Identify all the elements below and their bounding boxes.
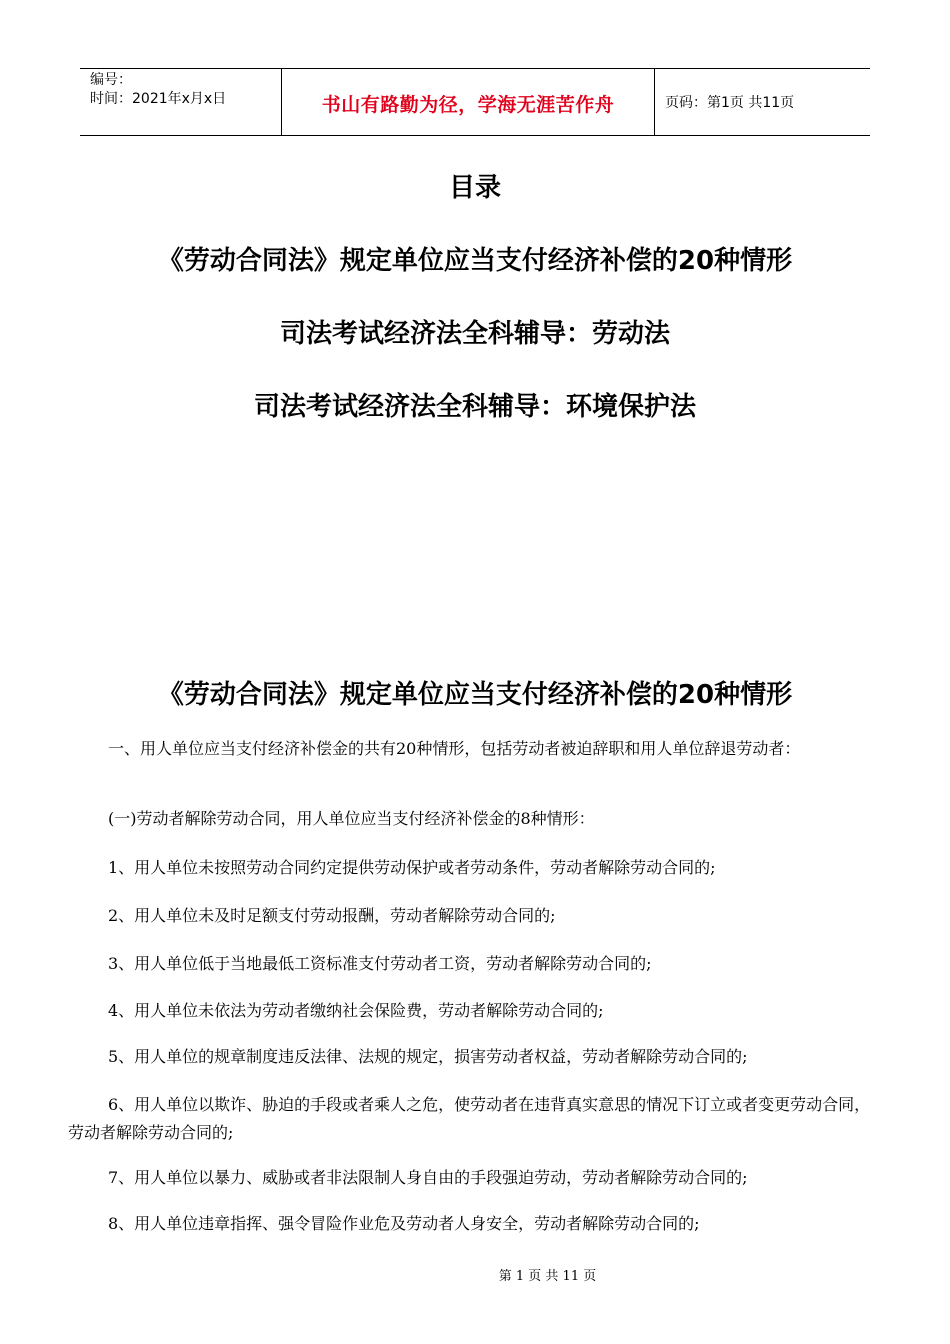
- toc-title: 目录: [448, 173, 501, 203]
- list-item: 3、用人单位低于当地最低工资标准支付劳动者工资，劳动者解除劳动合同的;: [108, 954, 652, 973]
- list-item: 4、用人单位未依法为劳动者缴纳社会保险费，劳动者解除劳动合同的;: [108, 1001, 604, 1020]
- list-item: 1、用人单位未按照劳动合同约定提供劳动保护或者劳动条件，劳动者解除劳动合同的;: [108, 858, 716, 877]
- paragraph-section-heading: (一)劳动者解除劳动合同，用人单位应当支付经济补偿金的8种情形：: [108, 809, 595, 828]
- list-item: 7、用人单位以暴力、威胁或者非法限制人身自由的手段强迫劳动，劳动者解除劳动合同的;: [108, 1168, 748, 1187]
- document-header: [80, 68, 870, 136]
- toc-item-2[interactable]: 司法考试经济法全科辅导：劳动法: [279, 319, 670, 349]
- document-date-label: 时间：2021年x月x日: [90, 91, 227, 107]
- header-page-info: 页码：第1页 共11页: [665, 95, 795, 111]
- header-motto: 书山有路勤为径，学海无涯苦作舟: [282, 69, 655, 135]
- document-number-label: 编号：: [90, 72, 132, 88]
- article-title: 《劳动合同法》规定单位应当支付经济补偿的20种情形: [157, 680, 793, 710]
- list-item: 8、用人单位违章指挥、强令冒险作业危及劳动者人身安全，劳动者解除劳动合同的;: [108, 1214, 700, 1233]
- list-item: 2、用人单位未及时足额支付劳动报酬，劳动者解除劳动合同的;: [108, 906, 556, 925]
- list-item: 5、用人单位的规章制度违反法律、法规的规定，损害劳动者权益，劳动者解除劳动合同的;: [108, 1047, 748, 1066]
- header-meta-cell: [80, 69, 282, 135]
- toc-item-1[interactable]: 《劳动合同法》规定单位应当支付经济补偿的20种情形: [157, 246, 793, 276]
- list-item: 6、用人单位以欺诈、胁迫的手段或者乘人之危，使劳动者在违背真实意思的情况下订立或者变更劳动合同，劳动者解除劳动合同的;: [68, 1095, 871, 1142]
- page-footer: 第 1 页 共 11 页: [498, 1269, 597, 1284]
- toc-item-3[interactable]: 司法考试经济法全科辅导：环境保护法: [253, 392, 696, 422]
- paragraph-intro: 一、用人单位应当支付经济补偿金的共有20种情形，包括劳动者被迫辞职和用人单位辞退劳动者：: [108, 739, 801, 758]
